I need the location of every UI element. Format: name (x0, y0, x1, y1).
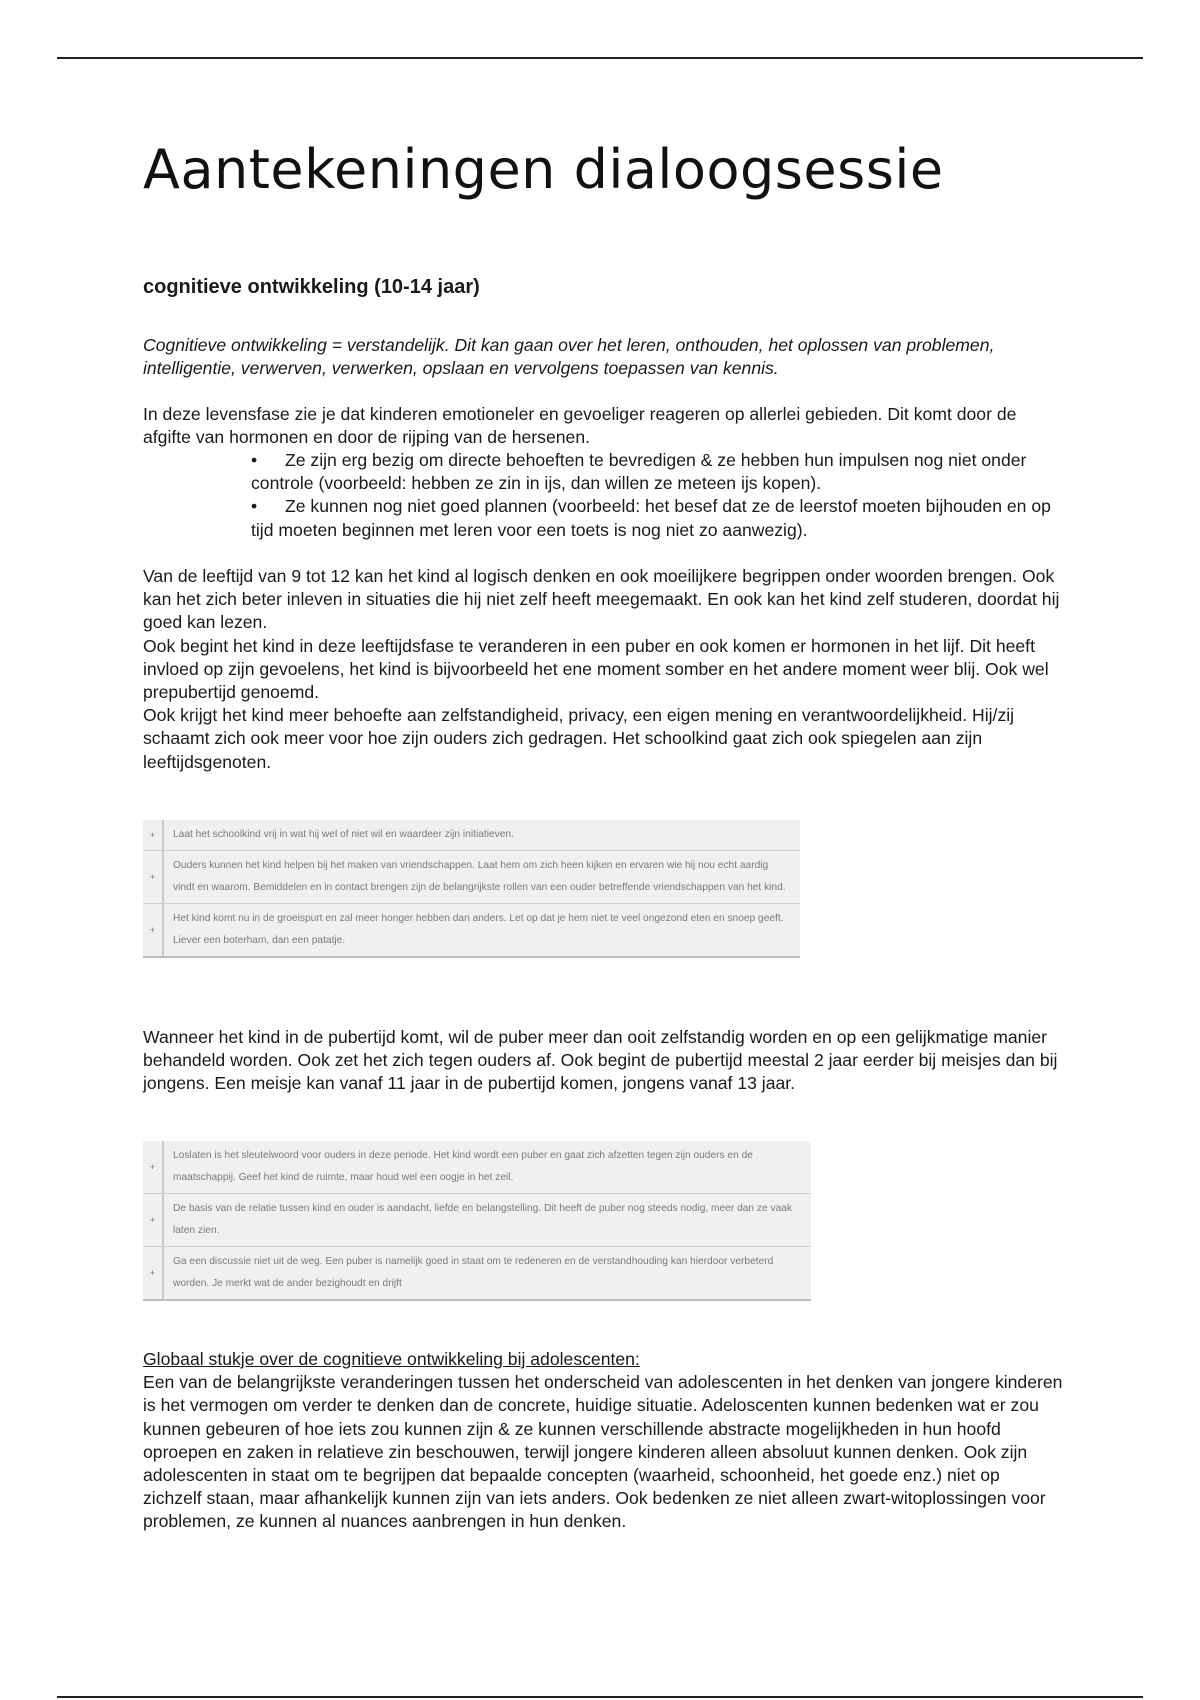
bullet-icon: • (251, 496, 258, 517)
plus-icon: + (143, 904, 164, 956)
list-item (251, 449, 1051, 495)
table-cell: Het kind komt nu in de groeispurt en zal meer honger hebben dan anders. Let op dat je hem niet te veel ongezond eten en snoep geeft. Liever een boterham, dan een patatje. (173, 913, 784, 946)
paragraph: Ook begint het kind in deze leeftijdsfase te veranderen in een puber en ook komen er hormonen in het lijf. Dit heeft invloed op zijn gevoelens, het kind is bijvoorbeeld het ene moment somber en het andere moment weer blij. Ook wel prepubertijd genoemd. (143, 635, 1049, 703)
global-paragraph: Een van de belangrijkste veranderingen tussen het onderscheid van adolescenten in het denken van jongere kinderen is het vermogen om verder te denken dan de concrete, huidige situatie. Adeloscenten kunnen bedenken wat er zou kunnen gebeuren of hoe iets zou kunnen zijn & ze kunnen verschillende abstracte mogelijkheden in hun hoofd oproepen en zaken in relatieve zin beschouwen, terwijl jongere kinderen alleen absoluut kunnen denken. Ook zijn adolescenten in staat om te begrijpen dat bepaalde concepten (waarheid, schoonheid, het goede enz.) niet op zichzelf staan, maar afhankelijk kunnen zijn van iets anders. Ook bedenken ze niet alleen zwart-witoplossingen voor problemen, ze kunnen al nuances aanbrengen in hun denken. (143, 1372, 1063, 1532)
intro-paragraph: In deze levensfase zie je dat kinderen emotioneler en gevoeliger reageren op allerlei gebieden. Dit komt door de afgifte van hormonen en door de rijping van de hersenen. (143, 404, 1017, 448)
plus-icon: + (143, 820, 164, 850)
paragraph: Ook krijgt het kind meer behoefte aan zelfstandigheid, privacy, een eigen mening en verantwoordelijkheid. Hij/zij schaamt zich ook meer voor hoe zijn ouders zich gedragen. Het schoolkind gaat zich ook spiegelen aan zijn leeftijdsgenoten. (143, 705, 1015, 772)
plus-icon: + (143, 1247, 164, 1299)
paragraph-block (143, 565, 1063, 774)
table-row (143, 1246, 811, 1299)
top-rule (57, 57, 1143, 59)
section-heading: cognitieve ontwikkeling (10-14 jaar) (143, 276, 480, 298)
global-heading: Globaal stukje over de cognitieve ontwikkeling bij adolescenten: (143, 1349, 640, 1369)
table-row (143, 1193, 811, 1246)
global-section (143, 1348, 1063, 1534)
paragraph: Van de leeftijd van 9 tot 12 kan het kind al logisch denken en ook moeilijkere begrippen onder woorden brengen. Ook kan het zich beter inleven in situaties die hij niet zelf heeft meegemaakt. En ook kan het kind zelf studeren, doordat hij goed kan lezen. (143, 566, 1060, 633)
list-item (251, 495, 1051, 541)
plus-icon: + (143, 1141, 164, 1193)
table-cell: Ouders kunnen het kind helpen bij het maken van vriendschappen. Laat hem om zich heen kijken en ervaren wie hij nou echt aardig vindt en waarom. Bemiddelen en in contact brengen zijn de belangrijkste rollen van een ouder betreffende vriendschappen van het kind. (173, 860, 786, 893)
table-cell: Ga een discussie niet uit de weg. Een puber is namelijk goed in staat om te redeneren en de verstandhouding kan hierdoor verbeterd worden. Je merkt wat de ander bezighoudt en drijft (173, 1256, 774, 1289)
table-cell: De basis van de relatie tussen kind en ouder is aandacht, liefde en belangstelling. Dit heeft de puber nog steeds nodig, meer dan ze vaak laten zien. (173, 1203, 793, 1236)
tips-table-1 (143, 820, 800, 958)
definition-paragraph: Cognitieve ontwikkeling = verstandelijk. Dit kan gaan over het leren, onthouden, het oplossen van problemen, intelligentie, verwerven, verwerken, opslaan en vervolgens toepassen van kennis. (143, 335, 995, 379)
plus-icon: + (143, 851, 164, 903)
tips-table-2 (143, 1141, 811, 1301)
page-title: Aantekeningen dialoogsessie (143, 138, 944, 201)
table-row (143, 1141, 811, 1193)
table-row (143, 850, 800, 903)
plus-icon: + (143, 1194, 164, 1246)
bullet-list (251, 449, 1051, 542)
bullet-text: Ze kunnen nog niet goed plannen (voorbeeld: het besef dat ze de leerstof moeten bijhouden en op tijd moeten beginnen met leren voor een toets is nog niet zo aanwezig). (251, 496, 1051, 540)
bottom-rule (57, 1696, 1143, 1698)
bullet-text: Ze zijn erg bezig om directe behoeften te bevredigen & ze hebben hun impulsen nog niet onder controle (voorbeeld: hebben ze zin in ijs, dan willen ze meteen ijs kopen). (251, 450, 1027, 494)
table-cell: Laat het schoolkind vrij in wat hij wel of niet wil en waardeer zijn initiatieven. (173, 829, 514, 840)
table-cell: Loslaten is het sleutelwoord voor ouders in deze periode. Het kind wordt een puber en gaat zich afzetten tegen zijn ouders en de maatschappij. Geef het kind de ruimte, maar houd wel een oogje in het zeil. (173, 1150, 753, 1183)
table-row (143, 903, 800, 956)
bullet-icon: • (251, 450, 258, 470)
table-row (143, 820, 800, 850)
puberty-paragraph: Wanneer het kind in de pubertijd komt, wil de puber meer dan ooit zelfstandig worden en op een gelijkmatige manier behandeld worden. Ook zet het zich tegen ouders af. Ook begint de pubertijd meestal 2 jaar eerder bij meisjes dan bij jongens. Een meisje kan vanaf 11 jaar in de pubertijd komen, jongens vanaf 13 jaar. (143, 1027, 1058, 1094)
